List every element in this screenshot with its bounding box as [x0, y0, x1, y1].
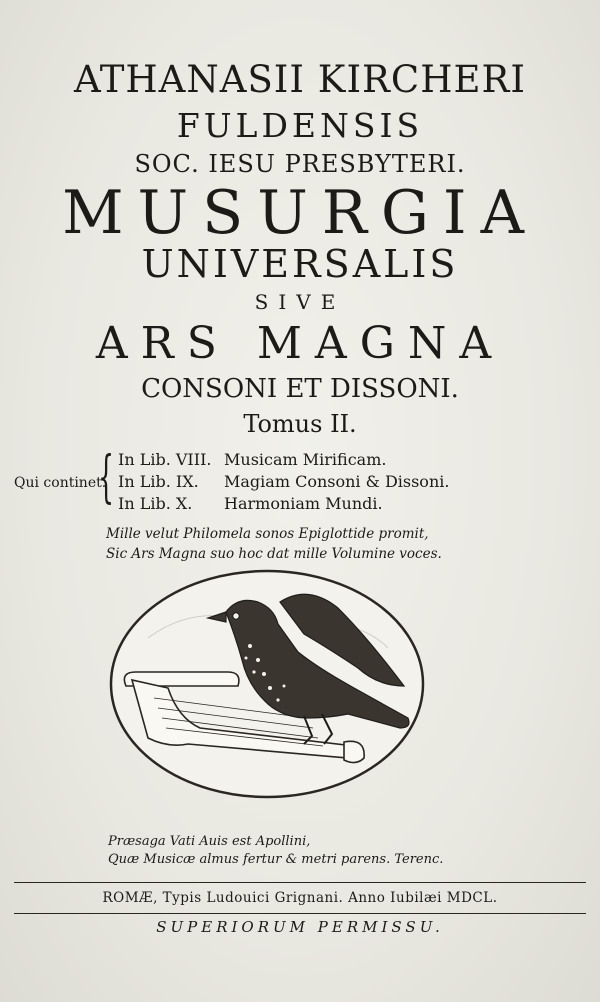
work-title-2: UNIVERSALIS	[141, 242, 459, 286]
divider	[14, 913, 586, 914]
work-title: MUSURGIA	[62, 178, 538, 248]
author-origin: FULDENSIS	[176, 106, 424, 145]
brace-icon: {	[98, 445, 115, 510]
work-alt-title: ARS MAGNA	[95, 318, 505, 369]
book-topic: Magiam Consoni & Dissoni.	[224, 472, 450, 491]
contents-block	[0, 445, 600, 518]
imprint: ROMÆ, Typis Ludouici Grignani. Anno Iubilæi MDCL.	[102, 890, 498, 906]
work-alt-title-2: CONSONI ET DISSONI.	[141, 374, 459, 404]
nightingale-on-scroll-icon	[108, 568, 426, 800]
work-conjunction: SIVE	[254, 290, 346, 314]
divider	[14, 882, 586, 883]
author-name: ATHANASII KIRCHERI	[74, 58, 526, 101]
book-topic: Harmoniam Mundi.	[224, 494, 383, 513]
motto-line: Quæ Musicæ almus fertur & metri parens. Terenc.	[108, 852, 444, 867]
contents-row	[118, 472, 449, 491]
book-label: In Lib. X.	[118, 494, 193, 513]
book-label: In Lib. VIII.	[118, 450, 212, 469]
verse-line: Mille velut Philomela sonos Epiglottide promit,	[106, 526, 429, 542]
contents-row	[118, 450, 386, 469]
contents-row	[118, 494, 383, 513]
book-label: In Lib. IX.	[118, 472, 199, 491]
author-order: SOC. IESU PRESBYTERI.	[134, 150, 466, 178]
motto-line: Præsaga Vati Auis est Apollini,	[108, 834, 311, 849]
verse-line: Sic Ars Magna suo hoc dat mille Volumine voces.	[106, 546, 442, 562]
book-topic: Musicam Mirificam.	[224, 450, 387, 469]
tome-number: Tomus II.	[243, 410, 357, 438]
contents-lead: Qui continet.	[14, 475, 107, 491]
permission-line: SUPERIORUM PERMISSU.	[156, 918, 444, 936]
